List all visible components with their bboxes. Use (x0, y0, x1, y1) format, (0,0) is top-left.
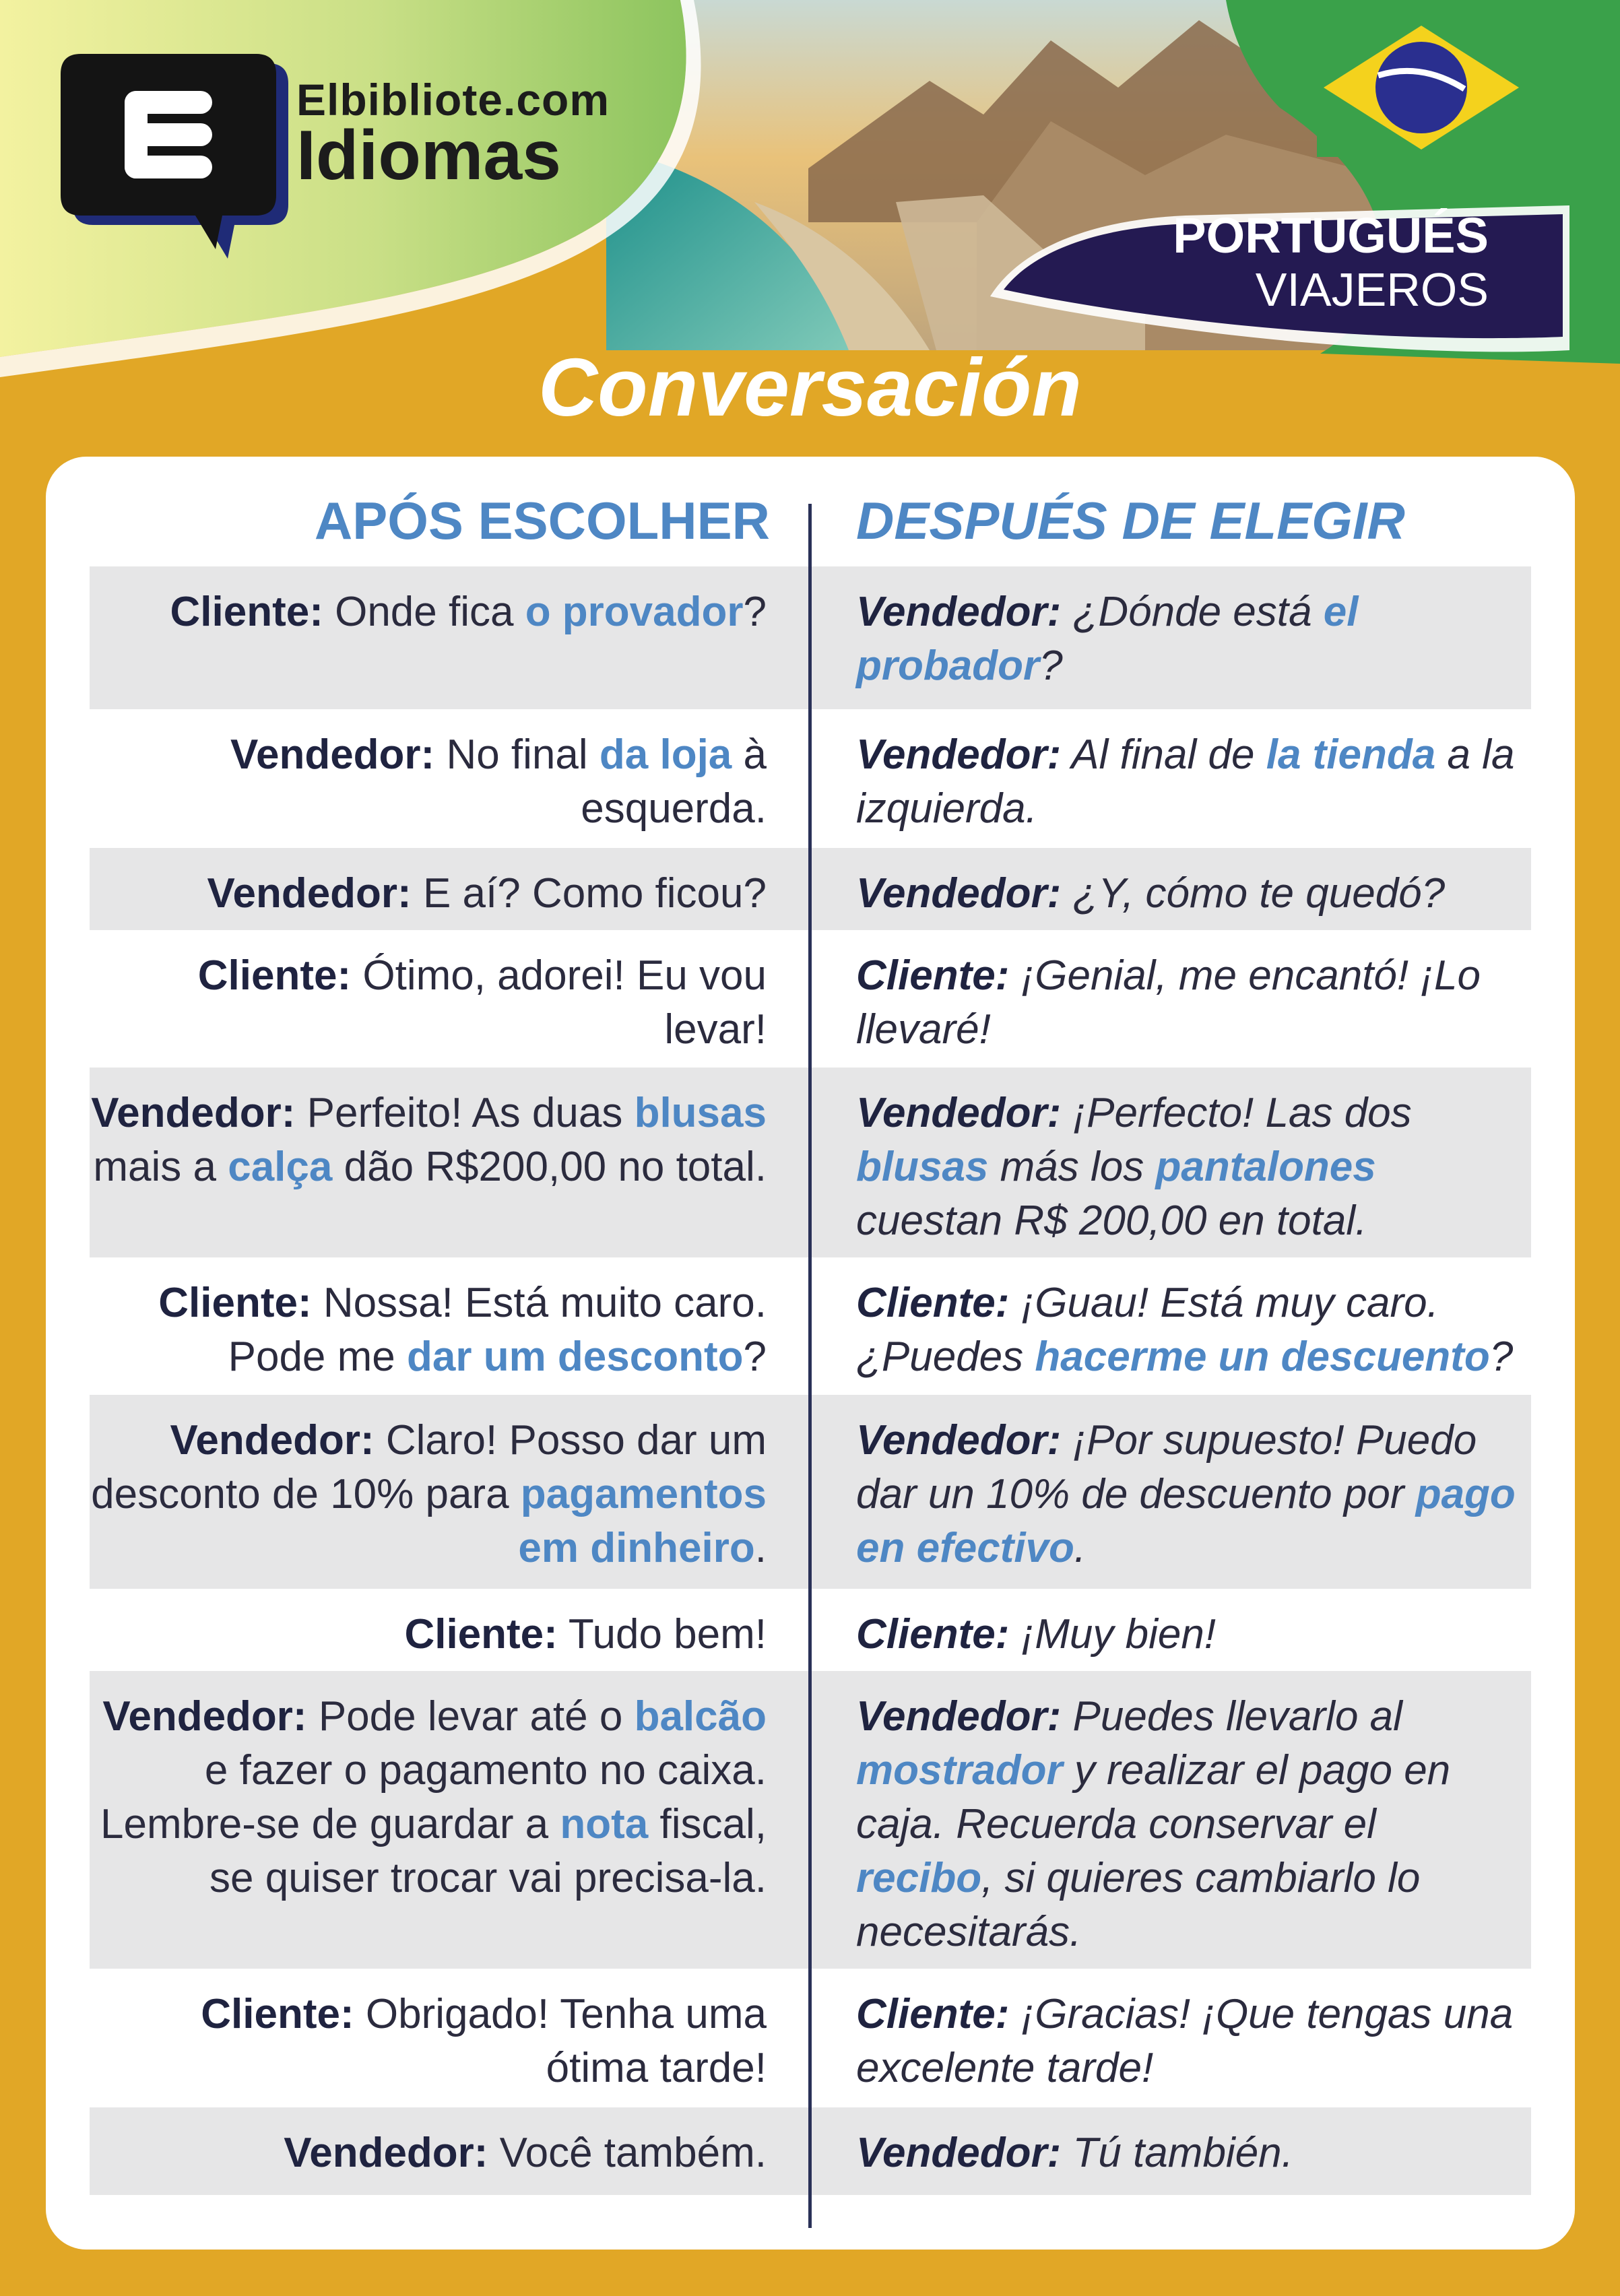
speaker-label: Cliente: (170, 589, 323, 635)
portuguese-line (90, 1276, 767, 1384)
spanish-line (856, 1414, 1516, 1575)
line-text: Tudo bem! (557, 1611, 767, 1658)
language-name: PORTUGUÉS (1173, 207, 1489, 263)
line-text: dão R$200,00 no total. (332, 1144, 767, 1190)
speaker-label: Cliente: (404, 1611, 558, 1658)
speaker-label: Vendedor: (856, 2130, 1062, 2176)
portuguese-line (90, 1608, 767, 1662)
column-header-spanish: DESPUÉS DE ELEGIR (856, 491, 1405, 550)
line-text: . (1074, 1525, 1087, 1571)
highlighted-term: da loja (599, 731, 732, 778)
speaker-label: Vendedor: (856, 1693, 1062, 1740)
highlighted-term: nota (560, 1801, 649, 1847)
column-divider (808, 504, 812, 2228)
line-text: , si quieres cambiarlo lo necesitarás. (856, 1855, 1421, 1955)
highlighted-term: pantalones (1155, 1144, 1376, 1190)
spanish-line (856, 585, 1516, 693)
speaker-label: Cliente: (158, 1280, 312, 1326)
speaker-label: Vendedor: (102, 1693, 307, 1740)
speaker-label: Vendedor: (856, 870, 1062, 917)
line-text: ? (743, 589, 767, 635)
speaker-label: Vendedor: (230, 731, 435, 778)
line-text: No final (434, 731, 600, 778)
line-text: ¡Genial, me encantó! ¡Lo llevaré! (856, 952, 1481, 1053)
highlighted-term: blusas (856, 1144, 989, 1190)
banner-artwork (0, 0, 1620, 377)
line-text: Puedes llevarlo al (1061, 1693, 1402, 1740)
speaker-label: Vendedor: (91, 1090, 296, 1136)
portuguese-line (90, 728, 767, 836)
speaker-label: Vendedor: (856, 731, 1062, 778)
line-text: ? (743, 1334, 767, 1380)
highlighted-term: balcão (634, 1693, 767, 1740)
portuguese-line (90, 2126, 767, 2180)
spanish-line (856, 2126, 1516, 2180)
language-subtitle: VIAJEROS (1255, 263, 1489, 316)
portuguese-line (90, 949, 767, 1057)
header-banner (0, 0, 1620, 377)
spanish-line (856, 949, 1516, 1057)
line-text: más los (988, 1144, 1156, 1190)
logo-name: Idiomas (296, 117, 561, 195)
speaker-label: Cliente: (856, 952, 1010, 999)
spanish-line (856, 1086, 1516, 1248)
spanish-line (856, 1608, 1516, 1662)
line-text: E aí? Como ficou? (411, 870, 767, 917)
spanish-line (856, 728, 1516, 836)
line-text: . (754, 1525, 767, 1571)
line-text: fiscal, se quiser trocar vai precisa-la. (209, 1801, 767, 1901)
spanish-line (856, 1276, 1516, 1384)
line-text: ? (1489, 1334, 1514, 1380)
line-text: à esquerda. (581, 731, 767, 832)
line-text: y realizar el pago en caja. Recuerda conservar el (856, 1747, 1451, 1847)
highlighted-term: hacerme un descuento (1035, 1334, 1490, 1380)
highlighted-term: calça (228, 1144, 333, 1190)
line-text: ¡Muy bien! (1009, 1611, 1217, 1658)
portuguese-line (90, 1690, 767, 1905)
line-text: Você também. (488, 2130, 767, 2176)
logo-wordmark (296, 74, 610, 196)
highlighted-term: recibo (856, 1855, 982, 1901)
line-text: ¿Y, cómo te quedó? (1061, 870, 1446, 917)
line-text: mais a (93, 1144, 228, 1190)
highlighted-term: pago en efectivo (856, 1471, 1516, 1571)
spanish-line (856, 1690, 1516, 1959)
speaker-label: Vendedor: (207, 870, 412, 917)
line-text: cuestan R$ 200,00 en total. (856, 1198, 1367, 1244)
line-text: Tú también. (1061, 2130, 1293, 2176)
speaker-label: Vendedor: (284, 2130, 488, 2176)
logo-site: Elbibliote.com (296, 75, 610, 125)
highlighted-term: mostrador (856, 1747, 1063, 1794)
line-text: Ótimo, adorei! Eu vou levar! (351, 952, 767, 1053)
line-text: e fazer o pagamento no caixa. Lembre-se de guardar a (100, 1747, 767, 1847)
speaker-label: Cliente: (856, 1611, 1010, 1658)
highlighted-term: blusas (634, 1090, 767, 1136)
language-badge (1173, 209, 1489, 317)
line-text: ¡Gracias! ¡Que tengas una excelente tarde! (856, 1991, 1514, 2091)
conversation-card (46, 457, 1575, 2250)
speaker-label: Cliente: (197, 952, 352, 999)
line-text: Al final de (1061, 731, 1266, 778)
speaker-label: Vendedor: (856, 589, 1062, 635)
page-title: Conversación (538, 341, 1082, 433)
highlighted-term: pagamentos em dinheiro (518, 1471, 767, 1571)
line-text: ¿Dónde está (1061, 589, 1324, 635)
speaker-label: Cliente: (856, 1280, 1010, 1326)
line-text: Claro! Posso dar um desconto de 10% para (91, 1417, 767, 1517)
speaker-label: Vendedor: (856, 1090, 1062, 1136)
highlighted-term: o provador (525, 589, 744, 635)
line-text: ¡Perfecto! Las dos (1061, 1090, 1412, 1136)
spanish-line (856, 1988, 1516, 2095)
speaker-label: Cliente: (201, 1991, 354, 2037)
spanish-line (856, 867, 1516, 921)
column-header-portuguese: APÓS ESCOLHER (314, 491, 770, 550)
line-text: Nossa! Está muito caro. Pode me (228, 1280, 767, 1380)
portuguese-line (90, 1414, 767, 1575)
line-text: Onde fica (323, 589, 525, 635)
speaker-label: Vendedor: (856, 1417, 1062, 1464)
line-text: Perfeito! As duas (295, 1090, 635, 1136)
portuguese-line (90, 867, 767, 921)
line-text: Obrigado! Tenha uma ótima tarde! (354, 1991, 767, 2091)
line-text: ¡Por supuesto! Puedo dar un 10% de descuento por (856, 1417, 1477, 1517)
portuguese-line (90, 1988, 767, 2095)
portuguese-line (90, 585, 767, 639)
line-text: Pode levar até o (306, 1693, 635, 1740)
line-text: ¡Guau! Está muy caro. ¿Puedes (856, 1280, 1439, 1380)
line-text: a la izquierda. (856, 731, 1515, 832)
line-text: ? (1039, 643, 1063, 689)
highlighted-term: el probador (856, 589, 1359, 689)
highlighted-term: dar um desconto (407, 1334, 744, 1380)
highlighted-term: la tienda (1266, 731, 1436, 778)
speaker-label: Vendedor: (170, 1417, 375, 1464)
portuguese-line (90, 1086, 767, 1194)
speaker-label: Cliente: (856, 1991, 1010, 2037)
